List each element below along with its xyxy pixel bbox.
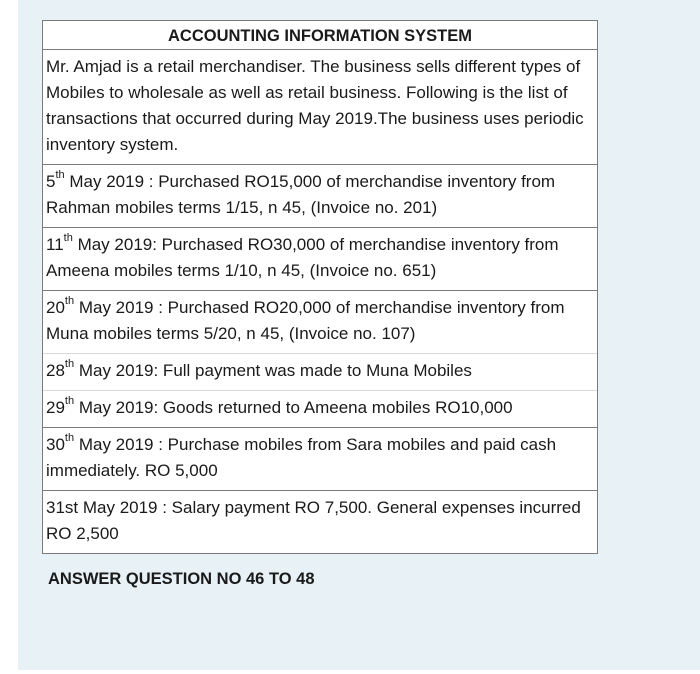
transaction-text: May 2019 : Purchase mobiles from Sara mobiles and paid cash immediately. RO 5,000 (46, 435, 557, 480)
transaction-row (43, 490, 597, 553)
transaction-day: 5 (46, 172, 56, 191)
transaction-day-suffix: th (64, 358, 75, 371)
transaction-day-suffix: th (64, 395, 75, 408)
table-title: ACCOUNTING INFORMATION SYSTEM (167, 27, 473, 45)
transaction-row (43, 164, 597, 227)
transaction-row (43, 427, 597, 490)
transaction-day: 28 (46, 361, 65, 380)
intro-paragraph: Mr. Amjad is a retail merchandiser. The business sells different types of Mobiles to wholesale as well as retail business. Following is the list of transactions that occurred during May 2019.The business uses periodic inventory system. (43, 49, 597, 164)
transaction-day-suffix: th (64, 432, 75, 445)
transaction-day: 30 (46, 435, 65, 454)
transaction-row (43, 227, 597, 290)
transaction-day-suffix: th (63, 232, 73, 245)
transaction-row (43, 353, 597, 390)
transaction-day: 11 (46, 235, 64, 254)
transaction-text: May 2019: Full payment was made to Muna Mobiles (74, 361, 472, 380)
transaction-day: 29 (46, 398, 65, 417)
transaction-text: May 2019: Purchased RO30,000 of merchandise inventory from Ameena mobiles terms 1/10, n 45, (Invoice no. 651) (46, 235, 559, 280)
transaction-text: 31st May 2019 : Salary payment RO 7,500. General expenses incurred RO 2,500 (46, 498, 581, 543)
transaction-text: May 2019 : Purchased RO15,000 of merchandise inventory from Rahman mobiles terms 1/15, n 45, (Invoice no. 201) (46, 172, 556, 217)
transaction-row (43, 390, 597, 427)
transaction-day-suffix: th (55, 169, 65, 182)
transaction-day-suffix: th (64, 295, 75, 308)
transaction-row (43, 290, 597, 353)
transaction-text: May 2019 : Purchased RO20,000 of merchandise inventory from Muna mobiles terms 5/20, n 45, (Invoice no. 107) (46, 298, 565, 343)
transaction-day: 20 (46, 298, 65, 317)
transaction-text: May 2019: Goods returned to Ameena mobiles RO10,000 (74, 398, 513, 417)
transactions-table (42, 20, 598, 554)
answer-instruction: ANSWER QUESTION NO 46 TO 48 (48, 570, 315, 588)
